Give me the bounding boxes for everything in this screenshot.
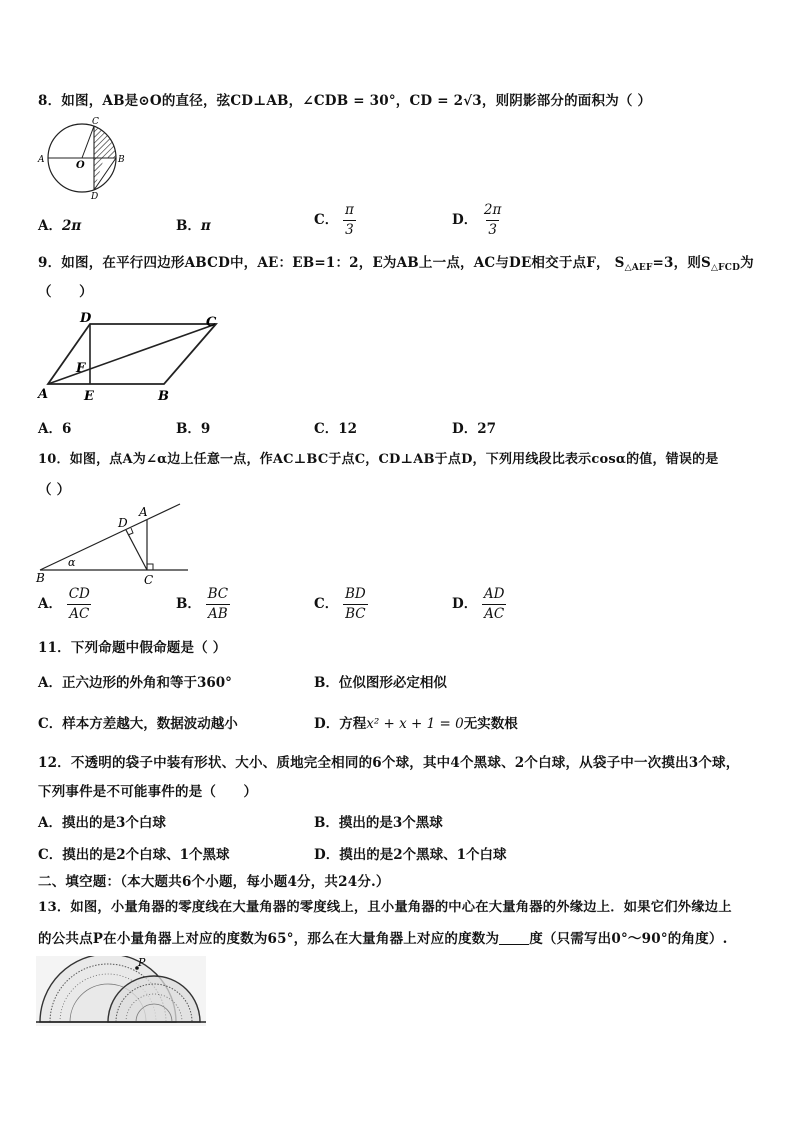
section-heading: 二、填空题：（本大题共6个小题，每小题4分，共24分.） — [38, 874, 390, 890]
q13-line1: 13．如图，小量角器的零度线在大量角器的零度线上，且小量角器的中心在大量角器的外缘边上．如果它们外缘边上 — [38, 900, 732, 915]
q9-label-a: A — [38, 387, 49, 402]
q8-label-d: D — [91, 192, 99, 200]
q9-paren: （ ） — [38, 284, 93, 300]
q8-label-a: A — [38, 155, 45, 165]
q12-option-d[interactable]: D．摸出的是2个黑球、1个白球 — [314, 847, 507, 863]
q11-option-d[interactable]: D．方程x² + x + 1 = 0无实数根 — [314, 716, 518, 732]
q10-paren: （ ） — [38, 482, 71, 498]
segment-oc — [82, 126, 94, 158]
q13-label-p: P — [138, 956, 146, 969]
q10-label-c: C — [144, 573, 154, 587]
q8-figure — [36, 116, 126, 200]
q13-answer-blank[interactable] — [499, 932, 529, 945]
right-angle-c — [147, 564, 153, 570]
q9-label-d: D — [80, 311, 92, 326]
q12-option-c[interactable]: C．摸出的是2个白球、1个黑球 — [38, 847, 230, 863]
q10-text: 10．如图，点A为∠α边上任意一点，作AC⊥BC于点C，CD⊥AB于点D，下列用线段比表示cosα的值，错误的是 — [38, 452, 719, 467]
q8-option-a[interactable]: A．2π — [38, 218, 82, 234]
q12-option-b[interactable]: B．摸出的是3个黑球 — [314, 815, 443, 831]
q10-option-b[interactable]: B． $\frac{BC}{AB}$ — [176, 586, 229, 622]
q8-option-d[interactable]: D． $\frac{2\pi}{3}$ — [452, 202, 502, 238]
q9-option-b[interactable]: B．9 — [176, 421, 211, 437]
q9-figure — [34, 310, 234, 402]
q9-text: 9．如图，在平行四边形ABCD中，AE：EB=1：2，E为AB上一点，AC与DE相交于点F， $S_{\triangle AEF}=3$，则$S_{\triangle FCD}$为 — [38, 255, 754, 273]
q8-text: 8．如图，AB是⊙O的直径，弦CD⊥AB，∠CDB = 30°，CD = 2√3，则阴影部分的面积为（ ） — [38, 93, 652, 109]
shaded-region-top — [94, 126, 116, 158]
q9-label-f: F — [76, 361, 86, 376]
segment-cd — [126, 530, 147, 570]
q12-line1: 12．不透明的袋子中装有形状、大小、质地完全相同的6个球，其中4个黑球、2个白球，从袋子中一次摸出3个球， — [38, 755, 740, 771]
q11-option-a[interactable]: A．正六边形的外角和等于360° — [38, 675, 232, 691]
q9-label-c: C — [206, 315, 217, 330]
q9-label-b: B — [158, 389, 169, 402]
q9-option-a[interactable]: A．6 — [38, 421, 72, 437]
q8-option-c[interactable]: C． $\frac{\pi}{3}$ — [314, 202, 354, 238]
q8-label-o: O — [76, 160, 85, 171]
q10-option-a[interactable]: A． $\frac{CD}{AC}$ — [38, 586, 90, 622]
q12-line2: 下列事件是不可能事件的是（ ） — [38, 784, 258, 800]
q8-option-b[interactable]: B．π — [176, 218, 211, 234]
ray-ba — [40, 504, 180, 570]
q10-label-a: A — [139, 505, 148, 519]
q11-text: 11．下列命题中假命题是（ ） — [38, 640, 227, 656]
q10-label-d: D — [118, 516, 128, 530]
q8-label-b: B — [118, 155, 125, 165]
q12-option-a[interactable]: A．摸出的是3个白球 — [38, 815, 166, 831]
q13-line2: 的公共点P在小量角器上对应的度数为65°，那么在大量角器上对应的度数为 度（只需写出0°～90°的角度）. — [38, 931, 728, 947]
q10-option-d[interactable]: D． $\frac{AD}{AC}$ — [452, 586, 505, 622]
q11-option-b[interactable]: B．位似图形必定相似 — [314, 675, 447, 691]
q9-label-e: E — [84, 389, 94, 402]
q10-label-b: B — [36, 571, 45, 585]
q10-label-alpha: α — [68, 556, 76, 569]
q8-label-c: C — [92, 117, 99, 127]
q10-figure — [34, 500, 194, 588]
q11-option-c[interactable]: C．样本方差越大，数据波动越小 — [38, 716, 238, 732]
q9-option-c[interactable]: C．12 — [314, 421, 358, 437]
q10-option-c[interactable]: C． $\frac{BD}{BC}$ — [314, 586, 366, 622]
q13-protractor-figure — [36, 956, 206, 1026]
q9-option-d[interactable]: D．27 — [452, 421, 497, 437]
